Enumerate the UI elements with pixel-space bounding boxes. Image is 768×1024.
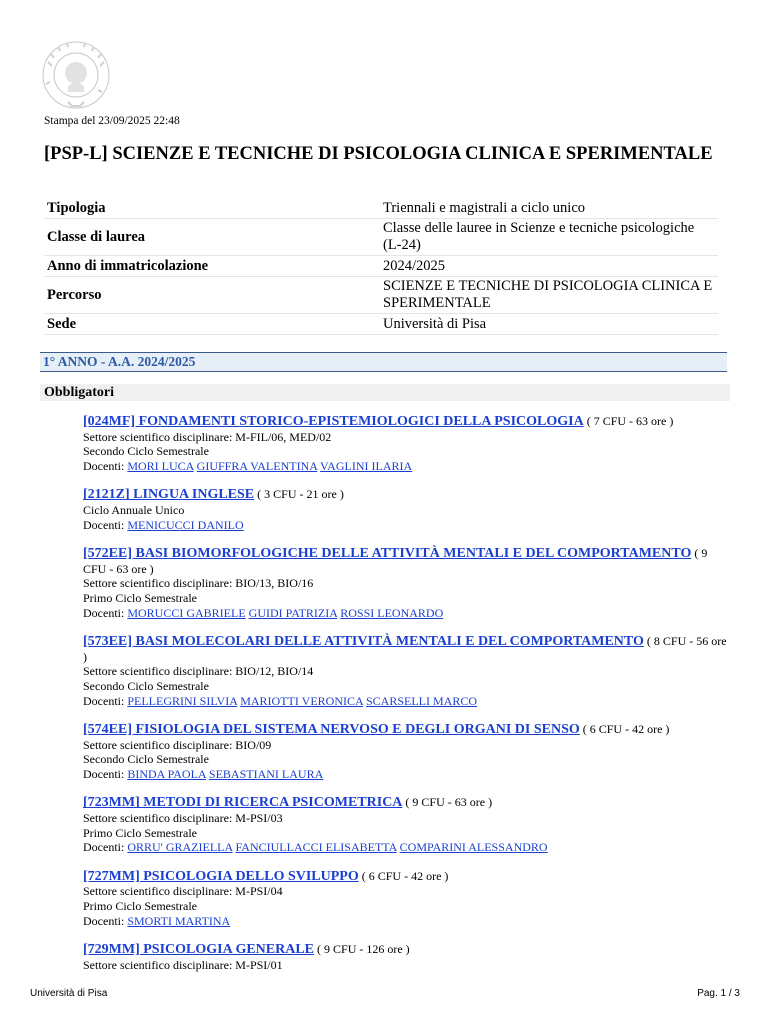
info-label: Classe di laurea bbox=[44, 219, 380, 256]
info-label: Tipologia bbox=[44, 198, 380, 219]
course-heading bbox=[83, 546, 728, 576]
course-title-link[interactable]: [574EE] FISIOLOGIA DEL SISTEMA NERVOSO E DEGLI ORGANI DI SENSO bbox=[83, 722, 580, 738]
teacher-link[interactable]: PELLEGRINI SILVIA bbox=[127, 693, 238, 708]
course-credits: ( 9 CFU - 126 ore ) bbox=[314, 942, 410, 957]
teacher-link[interactable]: SMORTI MARTINA bbox=[127, 913, 231, 928]
course-title-link[interactable]: [723MM] METODI DI RICERCA PSICOMETRICA bbox=[83, 795, 403, 811]
course-heading bbox=[83, 722, 728, 738]
course-item bbox=[83, 722, 728, 781]
course-title-link[interactable]: [573EE] BASI MOLECOLARI DELLE ATTIVITÀ MENTALI E DEL COMPORTAMENTO bbox=[83, 634, 644, 650]
table-row bbox=[44, 314, 718, 335]
course-teachers bbox=[83, 767, 728, 782]
group-header: Obbligatori bbox=[40, 384, 730, 401]
course-credits: ( 6 CFU - 42 ore ) bbox=[579, 722, 670, 737]
teacher-link[interactable]: MARIOTTI VERONICA bbox=[240, 693, 363, 708]
course-detail-line: Secondo Ciclo Semestrale bbox=[83, 444, 209, 459]
course-credits: ( 7 CFU - 63 ore ) bbox=[583, 414, 674, 428]
teacher-link[interactable]: COMPARINI ALESSANDRO bbox=[399, 840, 548, 855]
teachers-label: Docenti: bbox=[83, 913, 128, 928]
teachers-label: Docenti: bbox=[83, 693, 128, 708]
course-info-table bbox=[44, 198, 718, 335]
course-detail-line: Settore scientifico disciplinare: BIO/13, BIO/16 bbox=[83, 576, 314, 591]
course-teachers bbox=[83, 459, 728, 474]
info-label: Percorso bbox=[44, 277, 380, 314]
teacher-link[interactable]: ORRU' GRAZIELLA bbox=[127, 840, 233, 855]
teacher-link[interactable]: SCARSELLI MARCO bbox=[366, 693, 478, 708]
info-value: SCIENZE E TECNICHE DI PSICOLOGIA CLINICA E SPERIMENTALE bbox=[380, 277, 718, 314]
course-heading bbox=[83, 795, 728, 811]
course-teachers bbox=[83, 914, 728, 929]
teachers-label: Docenti: bbox=[83, 458, 128, 473]
course-credits: ( 9 CFU - 63 ore ) bbox=[83, 546, 708, 576]
course-credits: ( 8 CFU - 56 ore ) bbox=[83, 634, 727, 664]
course-item bbox=[83, 414, 728, 473]
course-detail-line: Settore scientifico disciplinare: M-PSI/01 bbox=[83, 957, 283, 972]
course-heading bbox=[83, 414, 728, 430]
info-label: Anno di immatricolazione bbox=[44, 256, 380, 277]
course-item bbox=[83, 795, 728, 854]
course-detail-line: Settore scientifico disciplinare: M-PSI/03 bbox=[83, 811, 283, 826]
course-list bbox=[83, 414, 728, 986]
course-item bbox=[83, 546, 728, 620]
teachers-label: Docenti: bbox=[83, 605, 128, 620]
course-detail-line: Settore scientifico disciplinare: M-FIL/06, MED/02 bbox=[83, 429, 332, 444]
course-detail-line: Secondo Ciclo Semestrale bbox=[83, 678, 209, 693]
table-row bbox=[44, 277, 718, 314]
page-title: [PSP-L] SCIENZE E TECNICHE DI PSICOLOGIA CLINICA E SPERIMENTALE bbox=[44, 144, 713, 164]
info-value: 2024/2025 bbox=[380, 256, 718, 277]
course-teachers bbox=[83, 606, 728, 621]
course-title-link[interactable]: [572EE] BASI BIOMORFOLOGICHE DELLE ATTIVITÀ MENTALI E DEL COMPORTAMENTO bbox=[83, 546, 692, 562]
course-item bbox=[83, 869, 728, 928]
course-detail-line: Secondo Ciclo Semestrale bbox=[83, 752, 209, 767]
course-detail-line: Primo Ciclo Semestrale bbox=[83, 590, 197, 605]
course-teachers bbox=[83, 518, 728, 533]
teacher-link[interactable]: ROSSI LEONARDO bbox=[340, 605, 444, 620]
course-detail-line: Settore scientifico disciplinare: BIO/09 bbox=[83, 737, 272, 752]
teachers-label: Docenti: bbox=[83, 766, 128, 781]
table-row bbox=[44, 256, 718, 277]
teachers-label: Docenti: bbox=[83, 840, 128, 855]
course-item bbox=[83, 487, 728, 532]
info-value: Classe delle lauree in Scienze e tecniche psicologiche (L-24) bbox=[380, 219, 718, 256]
teacher-link[interactable]: VAGLINI ILARIA bbox=[320, 458, 413, 473]
teacher-link[interactable]: GUIDI PATRIZIA bbox=[248, 605, 338, 620]
year-section-header: 1° ANNO - A.A. 2024/2025 bbox=[40, 352, 727, 372]
course-detail-line: Ciclo Annuale Unico bbox=[83, 502, 185, 517]
university-seal-logo bbox=[38, 40, 114, 110]
teacher-link[interactable]: MORI LUCA bbox=[127, 458, 194, 473]
course-heading bbox=[83, 869, 728, 885]
info-value: Università di Pisa bbox=[380, 314, 718, 335]
course-teachers bbox=[83, 694, 728, 709]
info-label: Sede bbox=[44, 314, 380, 335]
info-value: Triennali e magistrali a ciclo unico bbox=[380, 198, 718, 219]
teacher-link[interactable]: GIUFFRA VALENTINA bbox=[196, 458, 318, 473]
course-credits: ( 9 CFU - 63 ore ) bbox=[402, 795, 493, 810]
course-detail-line: Settore scientifico disciplinare: M-PSI/04 bbox=[83, 884, 283, 899]
teacher-link[interactable]: SEBASTIANI LAURA bbox=[208, 766, 324, 781]
course-heading bbox=[83, 634, 728, 664]
course-heading bbox=[83, 487, 728, 503]
footer-page-number: Pag. 1 / 3 bbox=[697, 988, 740, 999]
course-teachers bbox=[83, 840, 728, 855]
course-credits: ( 6 CFU - 42 ore ) bbox=[358, 868, 449, 883]
teachers-label: Docenti: bbox=[83, 517, 128, 532]
table-row bbox=[44, 219, 718, 256]
course-title-link[interactable]: [729MM] PSICOLOGIA GENERALE bbox=[83, 942, 315, 958]
table-row bbox=[44, 198, 718, 219]
teacher-link[interactable]: BINDA PAOLA bbox=[127, 766, 206, 781]
course-heading bbox=[83, 942, 728, 958]
course-title-link[interactable]: [2121Z] LINGUA INGLESE bbox=[83, 487, 255, 503]
footer-university: Università di Pisa bbox=[30, 988, 108, 999]
course-detail-line: Primo Ciclo Semestrale bbox=[83, 825, 197, 840]
course-detail-line: Settore scientifico disciplinare: BIO/12, BIO/14 bbox=[83, 664, 314, 679]
print-timestamp: Stampa del 23/09/2025 22:48 bbox=[44, 115, 180, 127]
course-title-link[interactable]: [727MM] PSICOLOGIA DELLO SVILUPPO bbox=[83, 868, 359, 884]
course-credits: ( 3 CFU - 21 ore ) bbox=[254, 487, 344, 502]
course-item bbox=[83, 942, 728, 972]
course-detail-line: Primo Ciclo Semestrale bbox=[83, 899, 197, 914]
teacher-link[interactable]: MORUCCI GABRIELE bbox=[127, 605, 246, 620]
course-item bbox=[83, 634, 728, 708]
teacher-link[interactable]: MENICUCCI DANILO bbox=[127, 517, 244, 532]
course-title-link[interactable]: [024MF] FONDAMENTI STORICO-EPISTEMIOLOGICI DELLA PSICOLOGIA bbox=[83, 414, 584, 429]
teacher-link[interactable]: FANCIULLACCI ELISABETTA bbox=[235, 840, 397, 855]
